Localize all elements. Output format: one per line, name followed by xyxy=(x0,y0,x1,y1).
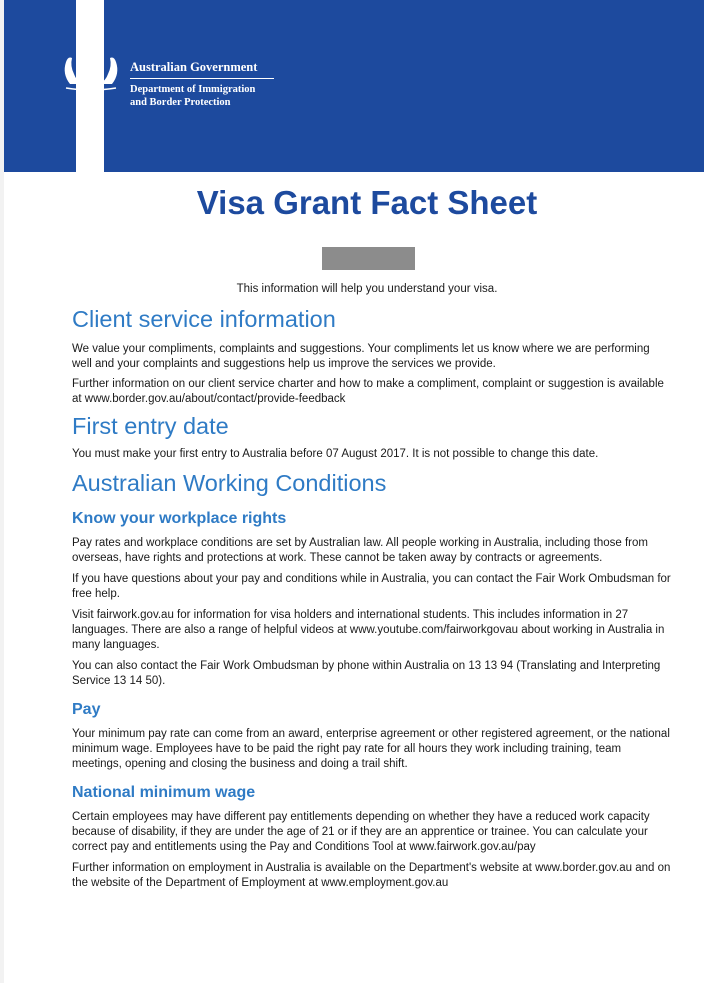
heading-first-entry: First entry date xyxy=(72,413,229,439)
document-body xyxy=(72,302,672,891)
rights-paragraph-1: Pay rates and workplace conditions are set by Australian law. All people working in Australia, including those from overseas, have rights and protections at work. These cannot be taken away by contracts or agreements. xyxy=(72,537,648,564)
department-line-1: Department of Immigration xyxy=(130,84,256,95)
feedback-link[interactable]: www.border.gov.au/about/contact/provide-feedback xyxy=(84,393,346,405)
pay-paragraph: Your minimum pay rate can come from an award, enterprise agreement or other registered agreement, or the national minimum wage. Employees have to be paid the right pay rate for all hours they work including training, team meetings, opening and closing the business and doing a trail shift. xyxy=(72,728,670,770)
heading-client-service: Client service information xyxy=(72,306,336,332)
heading-workplace-rights: Know your workplace rights xyxy=(72,510,287,527)
first-entry-paragraph: You must make your first entry to Australia before 07 August 2017. It is not possible to change this date. xyxy=(72,448,599,460)
redaction-block xyxy=(322,247,415,270)
department-line-2: and Border Protection xyxy=(130,97,231,108)
minimum-wage-paragraph-1: Certain employees may have different pay entitlements depending on whether they have a reduced work capacity because of disability, if they are under the age of 21 or if they are an apprentice or trainee. You can calculate your correct pay and entitlements using the Pay and Conditions Tool at www.fairwork.gov.au/pay xyxy=(72,811,650,853)
minimum-wage-paragraph-2: Further information on employment in Australia is available on the Department's website at www.border.gov.au and on the website of the Department of Employment at www.employment.gov.au xyxy=(72,862,671,889)
rights-paragraph-4: You can also contact the Fair Work Ombudsman by phone within Australia on 13 13 94 (Translating and Interpreting Service 13 14 50). xyxy=(72,660,661,687)
client-service-paragraph-1: We value your compliments, complaints and suggestions. Your compliments let us know where we are performing well and your complaints and suggestions help us improve the services we provide. xyxy=(72,343,650,370)
document-title: Visa Grant Fact Sheet xyxy=(196,184,538,221)
rights-paragraph-3: Visit fairwork.gov.au for information for visa holders and international students. This includes information in 27 languages. There are also a range of helpful videos at www.youtube.com/fairworkgovau about working in Australia in many languages. xyxy=(72,609,665,651)
intro-text: This information will help you understand your visa. xyxy=(236,283,498,295)
client-service-paragraph-2 xyxy=(72,377,672,407)
heading-pay: Pay xyxy=(72,701,101,718)
coat-of-arms-icon xyxy=(56,44,126,94)
department-name xyxy=(130,83,255,109)
header-banner xyxy=(4,0,704,172)
client-service-text: Further information on our client service charter and how to make a compliment, complaint or suggestion is available at xyxy=(72,378,664,405)
rights-paragraph-2: If you have questions about your pay and conditions while in Australia, you can contact the Fair Work Ombudsman for free help. xyxy=(72,573,671,600)
heading-minimum-wage: National minimum wage xyxy=(72,784,256,801)
logo-divider xyxy=(130,78,274,79)
org-name: Australian Government xyxy=(130,60,258,74)
heading-working-conditions: Australian Working Conditions xyxy=(72,470,387,496)
government-logo[interactable] xyxy=(56,44,286,114)
